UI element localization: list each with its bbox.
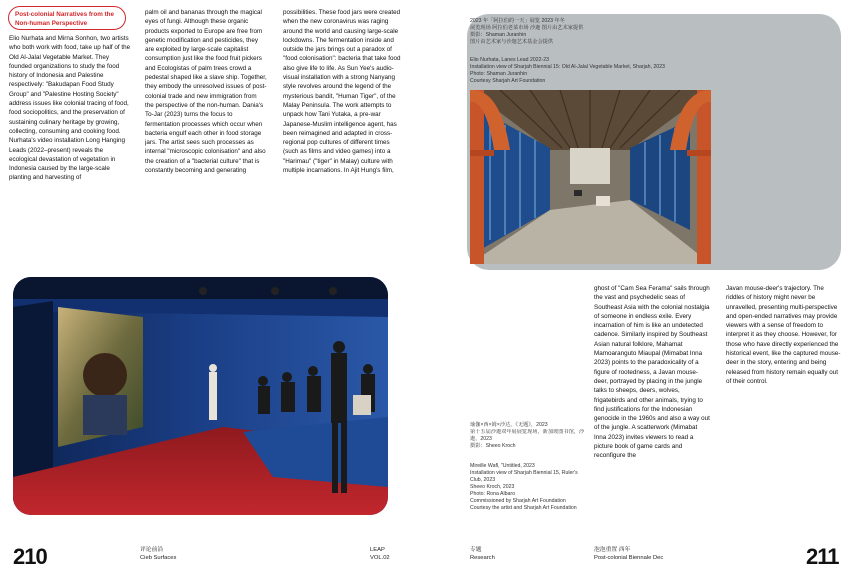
caption-bottom-en-6: Courtesy the artist and Sharjah Art Foundation [470,505,577,511]
caption-top-cn-3: 摄影：Shaman Juranhin [470,32,527,38]
caption-top-cn-4: 图片由艺术家与沙迦艺术基金会提供 [470,39,554,45]
left-column-3: possibilities. These food jars were created when the new coronavirus was raging around the world and causing large-scale lockdowns. The fermentation inside and outside the jars brings out a paradox of "food colonisation": bacteria that take food also give life to life. As Sun Yee's audio-visual installation with a strong Nanyang style revolves around the legend of the mysterious bandit, "Human Tiger", of the Malay Peninsula. The work attempts to unpack how Tani Yutaka, a pre-war Japanese-Muslim intelligence agent, has been reimagined and adapted in cross-regional pop cultures of different times (such as films and video games) into a "Harimau" ("tiger" in Malay) culture with multiple incarnations. In Ajit Hung's film, [283,9,401,175]
caption-bottom-cn-2: 第十五届沙迦双年展展览现场，新加坡图书馆，沙迦，2023 [470,429,585,442]
caption-top-en-2: Installation view of Sharjah Biennial 15: Old Al-Jalal Vegetable Market, Sharjah, 2023 [470,64,665,70]
page-number-left: 210 [13,544,47,569]
footer-left-title: Cieb Surfaces [140,555,177,561]
page-number-right: 211 [806,544,839,569]
caption-bottom-cn-1: 瑜伽×西×姆×沙达，《无题》，2023 [470,422,548,428]
footer-right-cn: 专题 [470,547,482,553]
caption-bottom-en-5: Commissioned by Sharjah Art Foundation [470,498,566,504]
caption-bottom-en-4: Photo: Rona Albaro [470,491,515,497]
caption-top-cn-1: 2023 年「阿拉伯的一天」展览 2023 年冬 [470,18,565,24]
footer-left-mid-1: LEAP [370,547,385,553]
caption-top-en-4: Courtesy Sharjah Art Foundation [470,78,546,84]
caption-bottom-en-1: Mireille Wafl, "Untitled, 2023 [470,463,535,469]
gallery-photo-market-hall [470,90,711,264]
left-column-1: Elio Nurhata and Mirna Sonhon, two artists who both work with food, take up half of the Old Al-Jalal Vegetable Market. They founded organizations to study the food history of Indonesia and Palestine respectively: "Bakudapan Food Study Group" and "Palestine Hosting Society" address issues like colonial tracing of food, food sociopolitics, and the preservation of sustaining culinary heritage by growing, collecting, consuming and cooking food. Nurhata's video installation Long Hanging Leads (2022–present) reveals the ecological devastation of vegetation in Indonesia caused by the large-scale planting and harvesting of [9,35,131,182]
footer-left-mid-2: VOL.02 [370,555,390,561]
footer-right-mid-cn: 泡泡重置 西年 [594,547,631,553]
right-column-2: Javan mouse-deer's trajectory. The riddles of history might never be unravelled, presenting multi-perspective and open-ended narratives may provide viewers with a sense of freedom to interpret it as they choose. However, for those who have directly experienced the historical event, like the captured mouse-deer in the story, entering and being released from history remain equally out of their control. [726,285,841,385]
footer-right-section: Research [470,555,495,561]
gallery-photo-video-installation [13,277,388,515]
footer-left-cn: 评论前沿 [140,547,164,553]
right-column-1: ghost of "Cam Sea Ferama" sails through the vast and psychedelic seas of Southeast Asia with the colonial nostalgia of someone in endless exile. Every incarnation of him is like an undetected cadence. Similarly inspired by Southeast Asian natural folklore, Mahamat Mamoaranguto Miaupal (Mimabat Inna 2023) points to the paradoxicality of a figure of rootedness, a Javan mouse-deer, portrayed by placing in the jungle talks to sheeps, deers, wolves, frigatebirds and other animals, trying to find justifications for the Indonesian genocide in the 1960s and also a way out of the jungle. A scatterwork (Mimabat Inna 2023) invites viewers to read a picture book of game cards and reconfigure the [594,285,710,460]
left-column-2: palm oil and bananas through the magical eyes of fungi. Although these organic products exported to Europe are free from genetic modification and pesticides, they are exploited by large-scale capitalist consumption just like the food fruit pickers and Ecologistas of palm trees crowd a pedestal shaped like a slave ship. Together, they embody the unresolved issues of post-colonial trade and new immigration from the perspective of the non-human. Dania's To-Jar (2023) turns the focus to fermentation processes which occur when bacteria engulf each other in food storage jars. The artist sees such processes as internal "microscopic colonisation" and also the creation of a "bacterial culture" that is constantly becoming and generating [145,9,267,175]
caption-top-en-3: Photo: Shaman Juranhin [470,71,528,77]
caption-top-cn-2: 展览现场 阿拉伯老菜市场 沙迦 图片由艺术家提供 [470,25,584,31]
section-tag: Post-colonial Narratives from the Non-human Perspective [8,6,126,30]
footer-right-mid: Post-colonial Biennale Dec [594,555,664,561]
caption-bottom-en-3: Sheeo Kroch, 2023 [470,484,515,490]
caption-top-en-1: Elio Nurhata, Lanes Lead 2022-23 [470,57,550,63]
caption-bottom-en-2: Installation view of Sharjah Biennial 15, Ruler's Club, 2023 [470,470,578,483]
caption-bottom-cn-3: 摄影：Sheeo Kroch [470,443,516,449]
